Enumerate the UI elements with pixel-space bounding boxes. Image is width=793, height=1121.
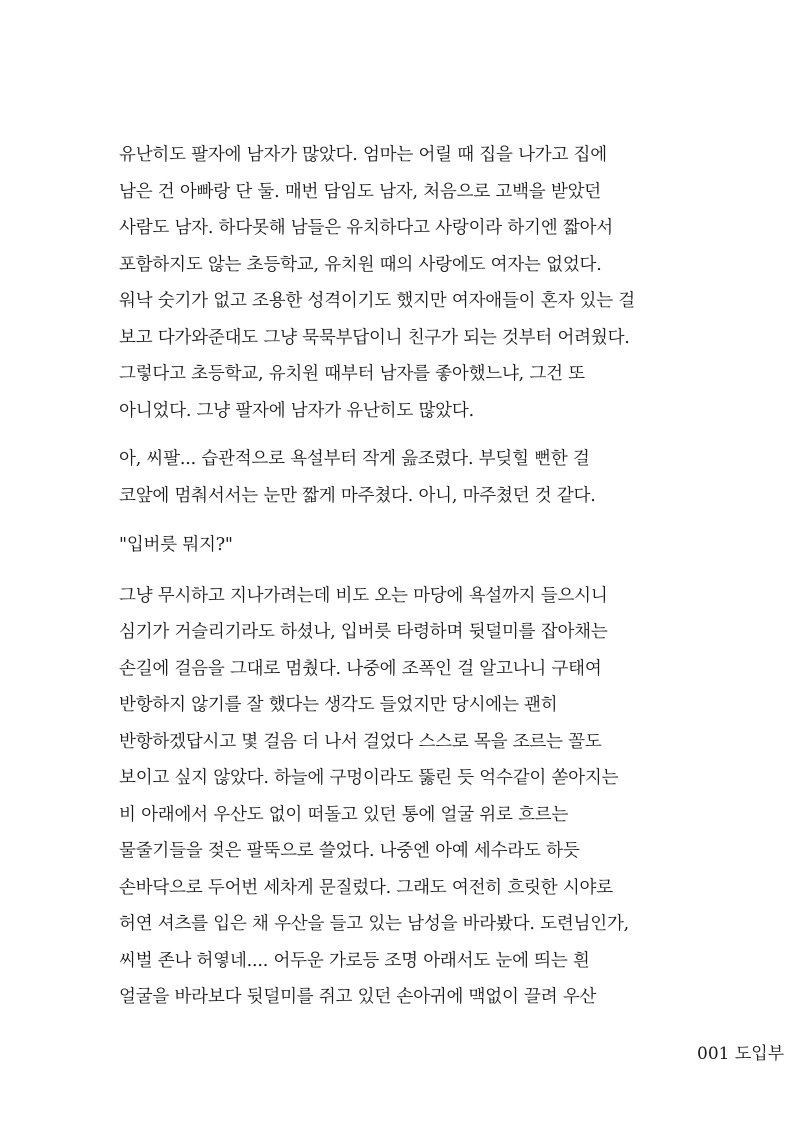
text-line: 손길에 걸음을 그대로 멈췄다. 나중에 조폭인 걸 알고나니 구태여	[119, 658, 602, 679]
text-line: 씨벌 존나 허옇네.... 어두운 가로등 조명 아래서도 눈에 띄는 흰	[119, 950, 590, 971]
paragraph	[119, 137, 719, 429]
text-line: 물줄기들을 젖은 팔뚝으로 쓸었다. 나중엔 아예 세수라도 하듯	[119, 841, 580, 861]
text-line: 남은 건 아빠랑 단 둘. 매번 담임도 남자, 처음으로 고백을 받았던	[119, 181, 601, 202]
dialogue-paragraph	[119, 527, 719, 564]
page-footer-label: 001 도입부	[697, 1044, 785, 1064]
text-line: 비 아래에서 우산도 없이 떠돌고 있던 통에 얼굴 위로 흐르는	[119, 804, 569, 825]
text-line: 아니었다. 그냥 팔자에 남자가 유난히도 많았다.	[119, 400, 474, 421]
paragraph	[119, 578, 719, 1016]
text-line: 그냥 무시하고 지나가려는데 비도 오는 마당에 욕설까지 들으시니	[119, 585, 608, 606]
text-line: 허연 셔츠를 입은 채 우산을 들고 있는 남성을 바라봤다. 도련님인가,	[119, 914, 630, 934]
text-line: 얼굴을 바라보다 뒷덜미를 쥐고 있던 손아귀에 맥없이 끌려 우산	[119, 987, 597, 1007]
text-line: 그렇다고 초등학교, 유치원 때부터 남자를 좋아했느냐, 그건 또	[119, 364, 585, 384]
body-text	[119, 137, 719, 1016]
text-line: 포함하지도 않는 초등학교, 유치원 때의 사랑에도 여자는 없었다.	[119, 254, 602, 275]
text-line: 코앞에 멈춰서서는 눈만 짧게 마주쳤다. 아니, 마주쳤던 것 같다.	[119, 485, 596, 506]
text-line: 워낙 숫기가 없고 조용한 성격이기도 했지만 여자애들이 혼자 있는 걸	[119, 291, 636, 311]
text-line: 손바닥으로 두어번 세차게 문질렀다. 그래도 여전히 흐릿한 시야로	[119, 877, 613, 898]
paragraph	[119, 441, 719, 514]
text-line: 심기가 거슬리기라도 하셨나, 입버릇 타령하며 뒷덜미를 잡아채는	[119, 622, 608, 642]
text-line: "입버릇 뭐지?"	[119, 535, 233, 555]
text-line: 아, 씨팔... 습관적으로 욕설부터 작게 읊조렸다. 부딪힐 뻔한 걸	[119, 449, 590, 469]
text-line: 사람도 남자. 하다못해 남들은 유치하다고 사랑이라 하기엔 짧아서	[119, 218, 613, 238]
text-line: 반항하지 않기를 잘 했다는 생각도 들었지만 당시에는 괜히	[119, 695, 558, 715]
text-line: 보고 다가와준대도 그냥 묵묵부답이니 친구가 되는 것부터 어려웠다.	[119, 327, 630, 348]
text-line: 유난히도 팔자에 남자가 많았다. 엄마는 어릴 때 집을 나가고 집에	[119, 145, 607, 165]
text-line: 보이고 싶지 않았다. 하늘에 구멍이라도 뚫린 듯 억수같이 쏟아지는	[119, 768, 619, 788]
text-line: 반항하겠답시고 몇 걸음 더 나서 걸었다 스스로 목을 조르는 꼴도	[119, 731, 602, 752]
